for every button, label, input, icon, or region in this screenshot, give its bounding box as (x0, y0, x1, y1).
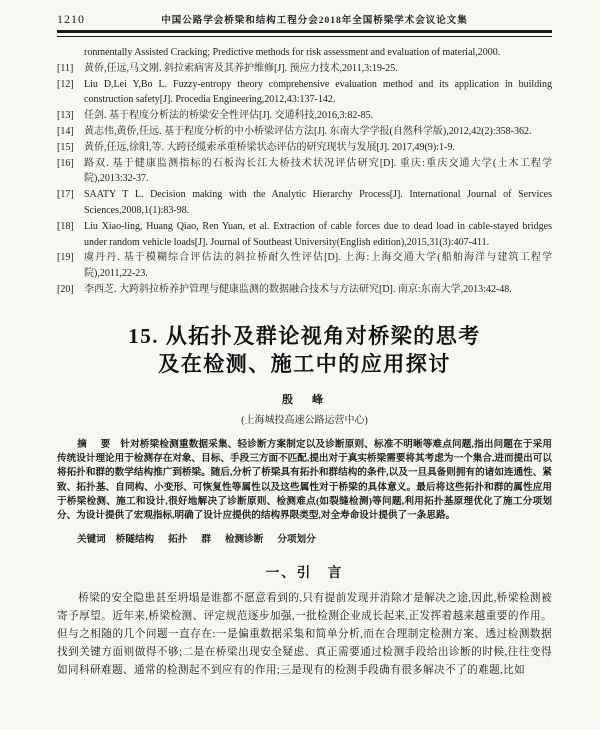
reference-label: [20] (57, 283, 74, 295)
reference-label: [18] (57, 220, 74, 232)
author-name: 殷 峰 (282, 393, 327, 406)
keyword: 群 (201, 534, 211, 546)
header-rule (57, 30, 552, 37)
reference-text: 虞丹丹. 基于模糊综合评估法的斜拉桥耐久性评估[D]. 上海:上海交通大学(船舶海洋与建筑工程学院),2011,22-23. (84, 252, 552, 280)
section-heading-introduction: 一、引 言 (265, 565, 344, 581)
reference-item (57, 250, 552, 282)
abstract (57, 438, 552, 524)
author-affiliation: (上海城投高速公路运营中心) (241, 414, 368, 426)
reference-text: Liu D,Lei Y,Bo L. Fuzzy-entropy theory comprehensive evaluation method and its application in building construction safety[J]. Procedia Engineering,2012,43:137-142. (84, 78, 552, 106)
article-title-line1: 15. 从拓扑及群论视角对桥梁的思考 (128, 323, 481, 348)
reference-item (57, 156, 552, 188)
reference-label: [17] (57, 189, 74, 201)
reference-text: 路双. 基于健康监测指标的石板沟长江大桥技术状况评估研究[D]. 重庆:重庆交通大学(土木工程学院),2013:32-37. (84, 157, 552, 185)
reference-text: 黄志伟,黄侨,任远. 基于程度分析的中小桥梁评估方法[J]. 东南大学学报(自然科学版),2012,42(2):358-362. (84, 125, 532, 137)
keyword: 拓扑 (168, 534, 188, 546)
references-list (57, 45, 552, 298)
keyword: 检测诊断 (224, 534, 264, 546)
keywords-label: 关键词 (77, 534, 106, 546)
keywords-line (57, 533, 552, 547)
reference-item (57, 140, 552, 156)
reference-text: 黄侨,任远,徐阳,等. 大跨径缆索承重桥梁状态评估的研究现状与发展[J]. 2017,49(9):1-9. (84, 141, 455, 153)
running-header (57, 12, 552, 27)
reference-text: 黄侨,任远,马文刚. 斜拉索病害及其养护维修[J]. 预应力技术,2011,3:19-25. (84, 62, 398, 74)
reference-continuation: ronmentally Assisted Cracking; Predictive methods for risk assessment and evaluation of material,2000. (84, 47, 501, 58)
abstract-text: 针对桥梁检测重数据采集、轻诊断方案制定以及诊断原则、标准不明晰等难点问题,指出问题在于采用传统设计理论用于检测存在对象、目标、手段三方面不匹配,提出对于真实桥梁需要将其考虑为一个集合,进而提出可以将拓扑和群的数学结构推广到桥梁。随后,分析了桥梁具有拓扑和群结构的条件,以及一旦具备则拥有的诸如连通性、紧致、拓扑基、自同构、小变形、可恢复性等属性以及这些属性对于桥梁的具体意义。最后将这些拓扑和群的属性应用于桥梁检测、施工和设计,很好地解决了诊断原则、检测难点(如裂缝检测)等问题,利用拓扑基原理优化了施工分项划分、为设计提供了宏观指标,明确了设计应提供的结构界限类型,对全寿命设计提供了一条思路。 (57, 438, 552, 522)
reference-text: Liu Xiao-ling, Huang Qiao, Ren Yuan, et al. Extraction of cable forces due to dead load in cable-stayed bridges under random vehicle loads[J]. Journal of Southeast University(English edition),2015,31(3):407-411. (84, 220, 552, 248)
reference-label: [13] (57, 110, 74, 122)
abstract-label: 摘 要 (77, 438, 113, 450)
reference-label: [15] (57, 141, 74, 153)
reference-text: 李西芝. 大跨斜拉桥养护管理与健康监测的数据融合技术与方法研究[D]. 南京:东南大学,2013:42-48. (84, 283, 512, 295)
reference-item (57, 124, 552, 140)
body-paragraph: 桥梁的安全隐患甚至坍塌是谁都不愿意看到的,只有提前发现并消除才是解决之途,因此,桥梁检测被寄予厚望。近年来,桥梁检测、评定规范逐步加强,一批检测企业成长起来,正发挥着越来越重要的作用。但与之相随的几个问题一直存在:一是偏重数据采集和简单分析,而在合理制定检测方案、透过检测数据找到关键方面则做得不够;二是在桥梁出现安全疑虑、真正需要通过检测手段给出诊断的时候,往往变得如同科研难题、通常的检测起不到应有的作用;三是现有的检测手段确有很多解决不了的难题,比如 (57, 593, 552, 676)
page-number: 1210 (57, 12, 85, 26)
keyword: 桥隧结构 (115, 534, 155, 546)
article-title (57, 322, 552, 378)
reference-label: [19] (57, 252, 74, 264)
reference-item (57, 187, 552, 219)
reference-label: [16] (57, 157, 74, 169)
reference-text: SAATY T L. Decision making with the Analytic Hierarchy Process[J]. International Journal of Services Sciences,2008,1(1):83-98. (84, 189, 552, 216)
reference-item (57, 61, 552, 77)
reference-label: [12] (57, 78, 74, 90)
reference-item (57, 108, 552, 124)
article-title-line2: 及在检测、施工中的应用探讨 (158, 351, 451, 376)
keyword: 分项划分 (277, 534, 316, 546)
reference-label: [11] (57, 62, 74, 74)
reference-item (57, 282, 552, 298)
running-header-title: 中国公路学会桥梁和结构工程分会2018年全国桥梁学术会议论文集 (161, 16, 468, 26)
reference-label: [14] (57, 125, 74, 137)
reference-item (57, 77, 552, 109)
reference-item (57, 219, 552, 251)
reference-text: 任剑. 基于程度分析法的桥梁安全性评估[J]. 交通科技,2016,3:82-85. (84, 110, 374, 122)
